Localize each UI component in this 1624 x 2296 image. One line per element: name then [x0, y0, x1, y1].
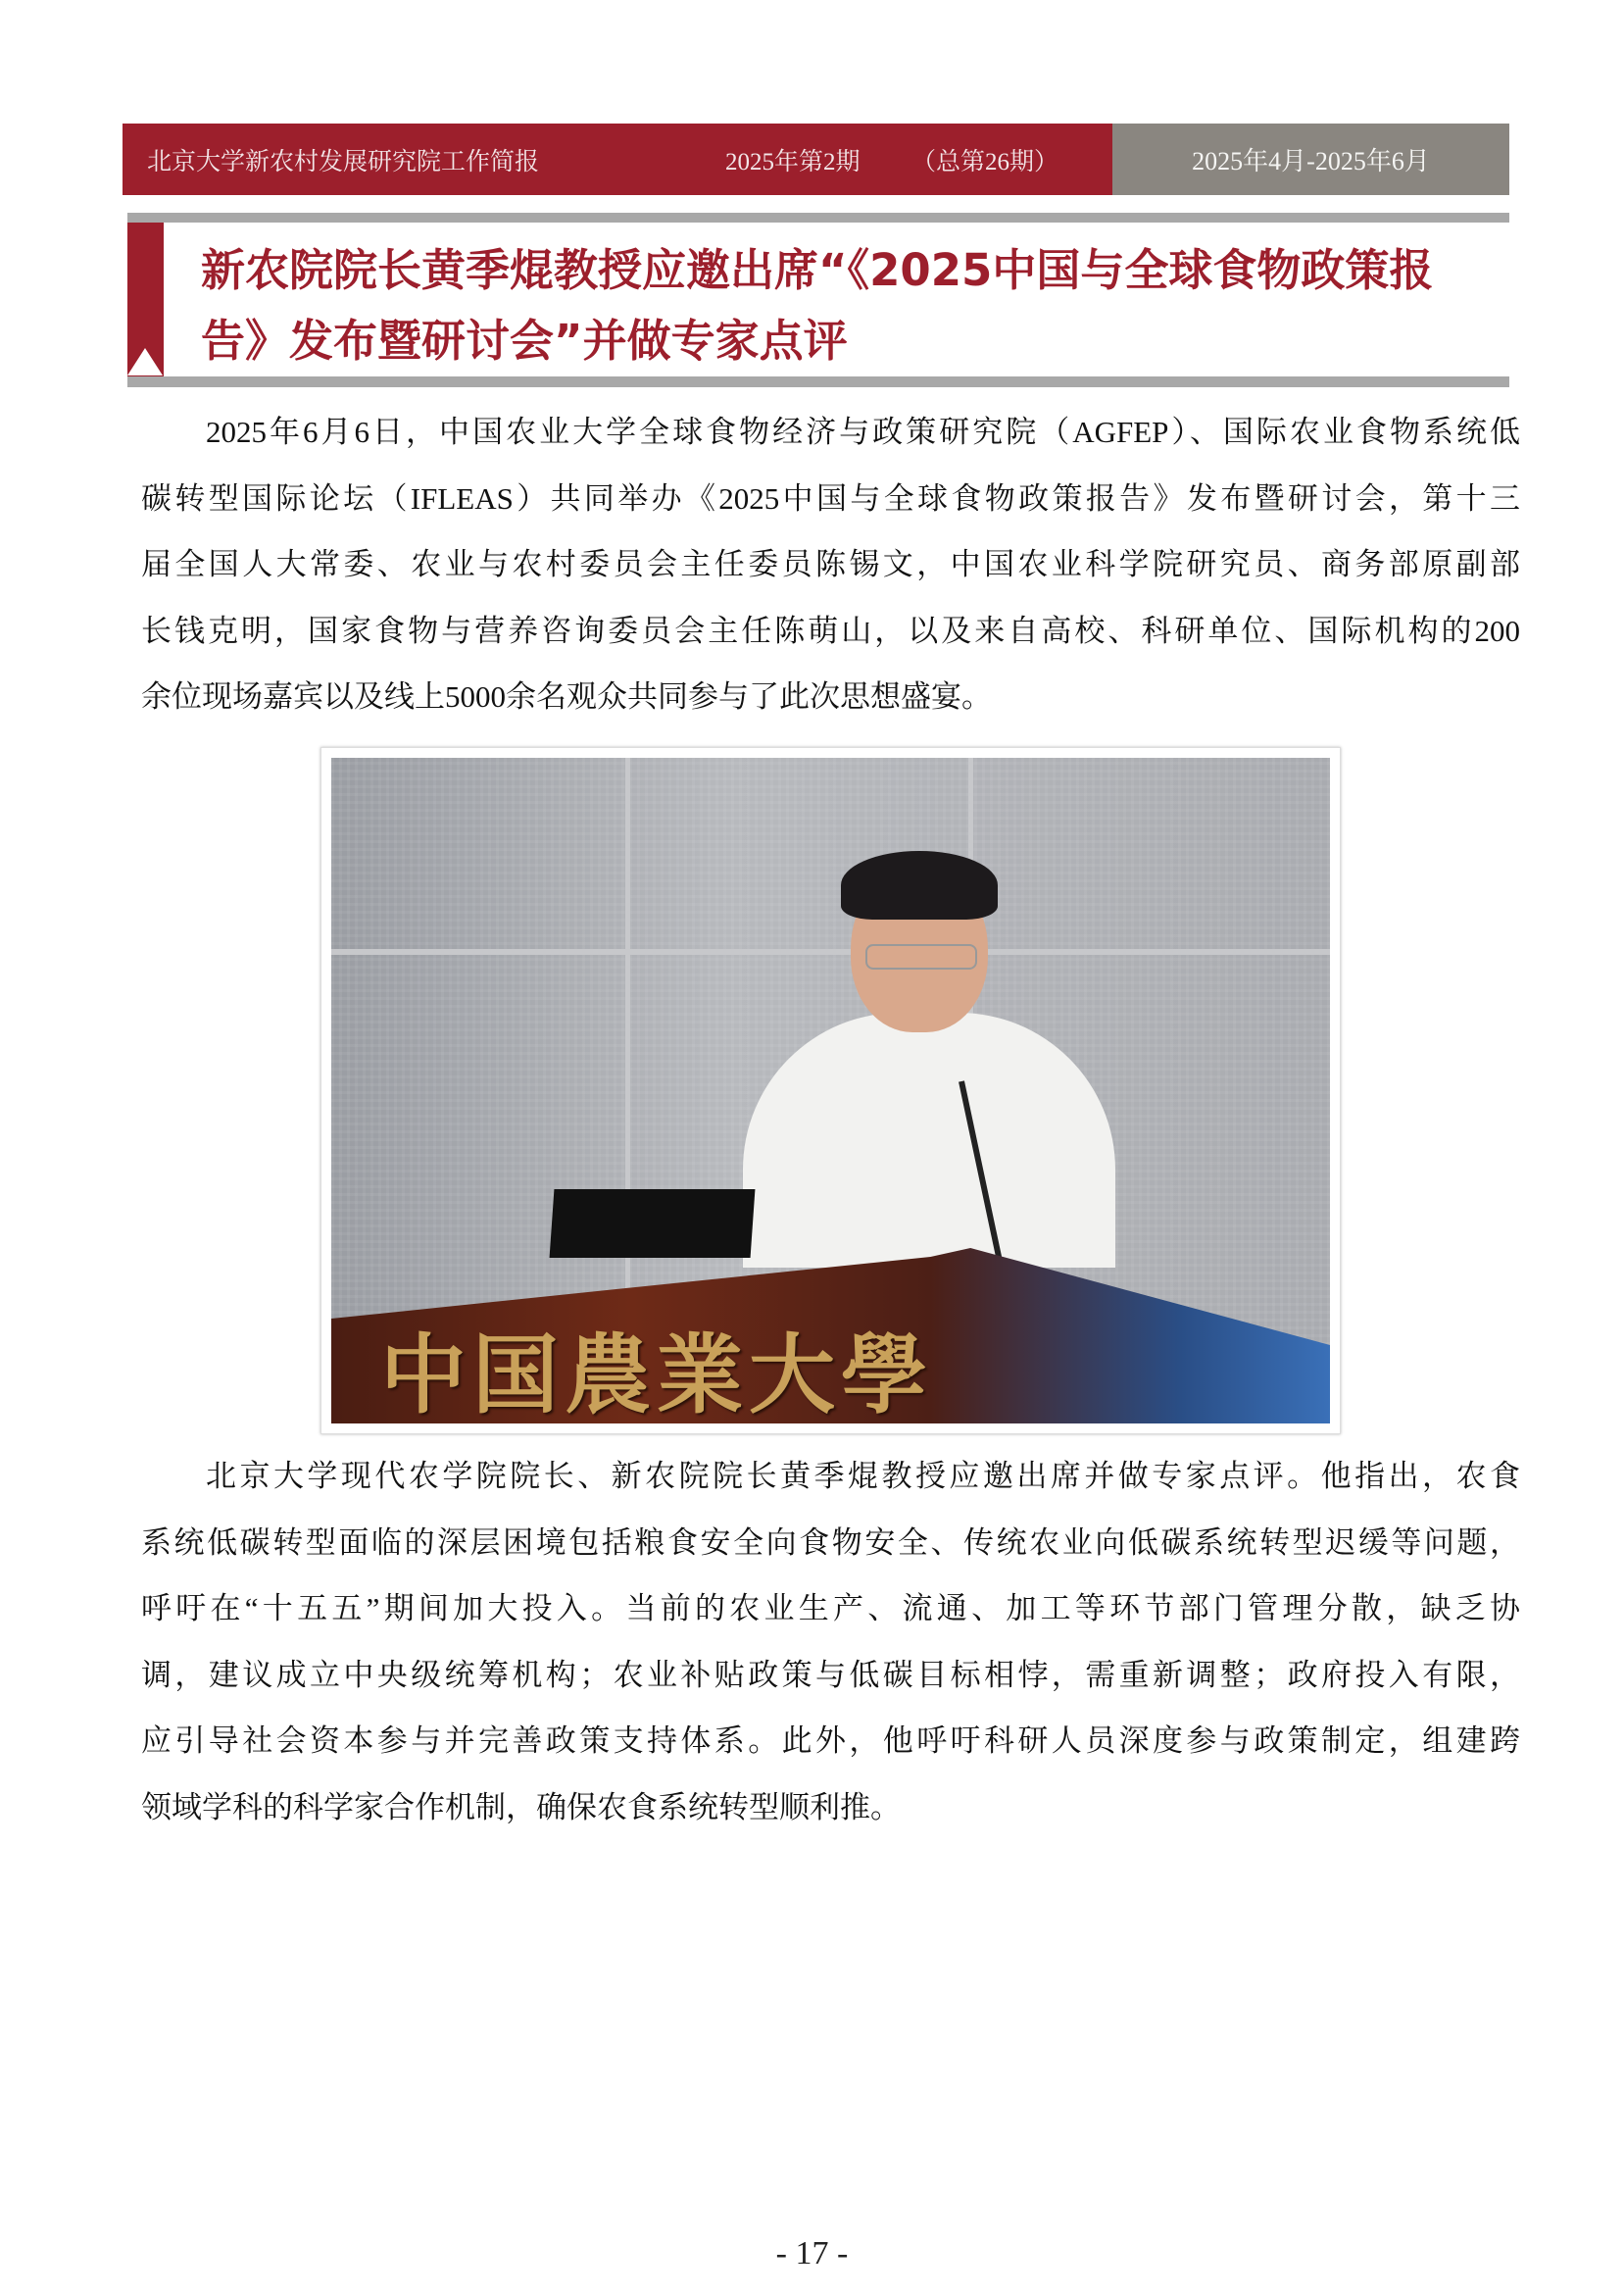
speaker-photo	[320, 747, 1341, 1434]
text-line: 呼吁在“十五五”期间加大投入。当前的农业生产、流通、加工等环节部门管理分散，缺乏协	[141, 1591, 1520, 1625]
issue-number: 2025年第2期	[725, 148, 861, 175]
ribbon-notch	[127, 348, 163, 375]
photo-image	[331, 758, 1330, 1423]
title-bottom-bar	[127, 376, 1509, 387]
title-top-bar	[127, 213, 1509, 223]
paragraph-2	[141, 1443, 1520, 1840]
article-title	[201, 235, 1495, 376]
page-number: - 17 -	[775, 2235, 849, 2271]
title-line: 新农院院长黄季焜教授应邀出席“《2025中国与全球食物政策报	[201, 244, 1434, 296]
paragraph-1	[141, 399, 1520, 730]
text-line: 余位现场嘉宾以及线上5000余名观众共同参与了此次思想盛宴。	[141, 679, 992, 714]
speaker-hair	[841, 851, 998, 920]
publication-name: 北京大学新农村发展研究院工作简报	[147, 148, 540, 175]
text-line: 长钱克明，国家食物与营养咨询委员会主任陈萌山，以及来自高校、科研单位、国际机构的200	[141, 613, 1520, 648]
text-line: 届全国人大常委、农业与农村委员会主任委员陈锡文，中国农业科学院研究员、商务部原副部	[141, 547, 1520, 581]
header-red-band	[123, 124, 1112, 195]
total-issue-number: （总第26期）	[911, 148, 1059, 175]
speaker-glasses	[865, 944, 977, 970]
text-line: 系统低碳转型面临的深层困境包括粮食安全向食物安全、传统农业向低碳系统转型迟缓等问题，	[141, 1524, 1520, 1560]
text-line: 应引导社会资本参与并完善政策支持体系。此外，他呼吁科研人员深度参与政策制定，组建跨	[141, 1723, 1520, 1758]
text-line: 调，建议成立中央级统筹机构；农业补贴政策与低碳目标相悖，需重新调整；政府投入有限，	[141, 1657, 1520, 1692]
laptop	[550, 1189, 756, 1258]
podium-lettering: 中国農業大學	[380, 1323, 934, 1423]
issue-period: 2025年4月-2025年6月	[1192, 147, 1430, 175]
speaker-body	[743, 1013, 1115, 1268]
text-line: 北京大学现代农学院院长、新农院院长黄季焜教授应邀出席并做专家点评。他指出，农食	[206, 1459, 1520, 1493]
page-header	[123, 124, 1509, 195]
title-line: 告》发布暨研讨会”并做专家点评	[201, 315, 848, 367]
wall-seam	[331, 949, 1330, 955]
text-line: 领域学科的科学家合作机制，确保农食系统转型顺利推。	[141, 1789, 901, 1824]
text-line: 2025年6月6日，中国农业大学全球食物经济与政策研究院（AGFEP）、国际农业食物系统低	[206, 415, 1520, 449]
text-line: 碳转型国际论坛（IFLEAS）共同举办《2025中国与全球食物政策报告》发布暨研讨会，第十三	[141, 480, 1520, 516]
header-gray-band	[1112, 124, 1509, 195]
